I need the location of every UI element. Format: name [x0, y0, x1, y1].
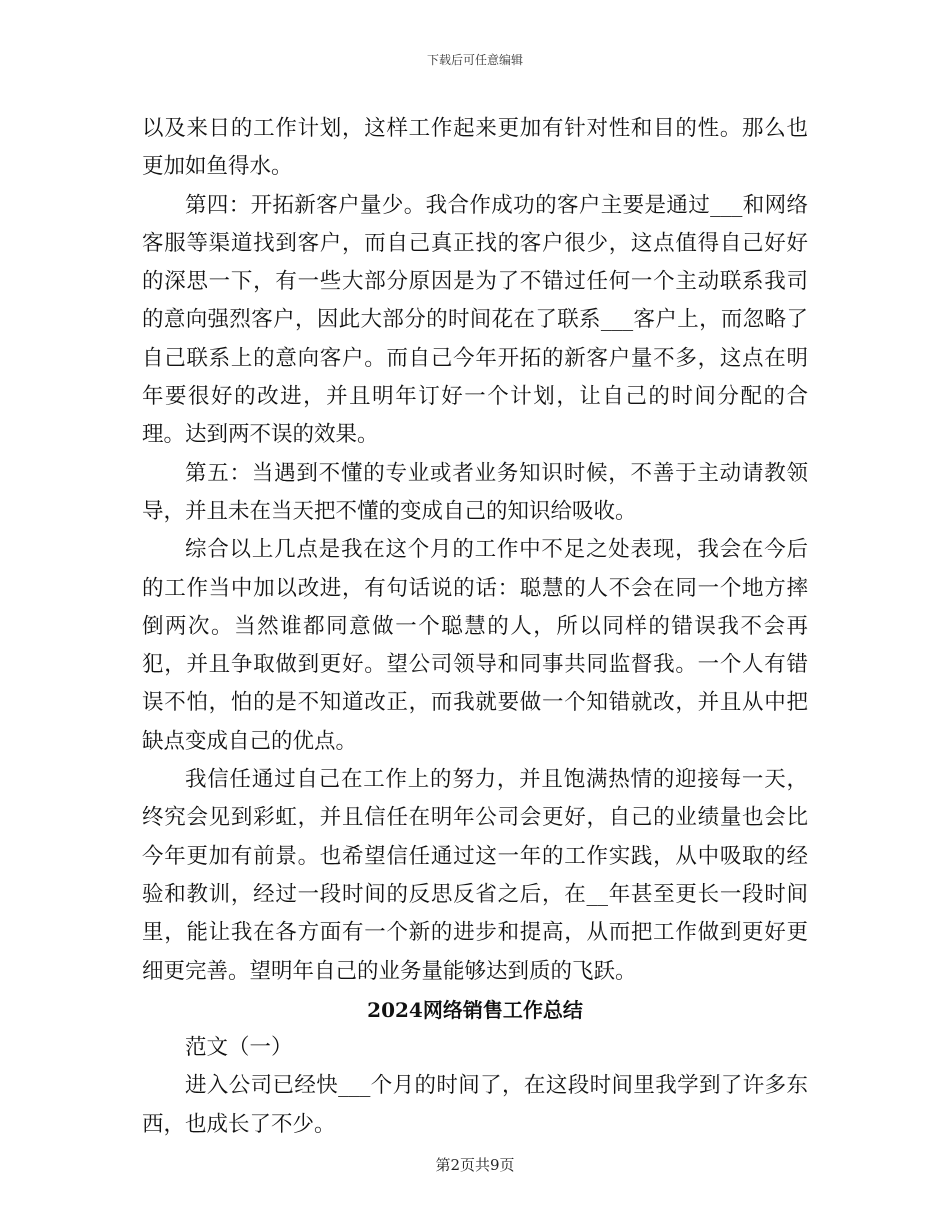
section-subtitle: 范文（一）	[185, 1035, 293, 1061]
page-number: 第2页共9页	[435, 1156, 515, 1174]
paragraph-outlook: 我信任通过自己在工作上的努力，并且饱满热情的迎接每一天，终究会见到彩虹，并且信任在明年公司会更好，自己的业绩量也会比今年更加有前景。也希望信任通过这一年的工作实践，从中吸取的经验和教训，经过一段时间的反思反省之后，在__年甚至更长一段时间里，能让我在各方面有一个新的进步和提高，从而把工作做到更好更细更完善。望明年自己的业务量能够达到质的飞跃。	[142, 767, 808, 984]
paragraph-point-five: 第五：当遇到不懂的专业或者业务知识时候，不善于主动请教领导，并且未在当天把不懂的变成自己的知识给吸收。	[142, 460, 808, 524]
document-body	[142, 110, 808, 1144]
page-header: 下载后可任意编辑	[426, 53, 523, 67]
paragraph-summary: 综合以上几点是我在这个月的工作中不足之处表现，我会在今后的工作当中加以改进，有句话说的话：聪慧的人不会在同一个地方摔倒两次。当然谁都同意做一个聪慧的人，所以同样的错误我不会再犯，并且争取做到更好。望公司领导和同事共同监督我。一个人有错误不怕，怕的是不知道改正，而我就要做一个知错就改，并且从中把缺点变成自己的优点。	[142, 537, 808, 754]
section-first-paragraph: 进入公司已经快___个月的时间了，在这段时间里我学到了许多东西，也成长了不少。	[142, 1073, 808, 1137]
section-title: 2024网络销售工作总结	[367, 997, 583, 1022]
paragraph-point-four: 第四：开拓新客户量少。我合作成功的客户主要是通过___和网络客服等渠道找到客户，而自己真正找的客户很少，这点值得自己好好的深思一下，有一些大部分原因是为了不错过任何一个主动联系我司的意向强烈客户，因此大部分的时间花在了联系___客户上，而忽略了自己联系上的意向客户。而自己今年开拓的新客户量不多，这点在明年要很好的改进，并且明年订好一个计划，让自己的时间分配的合理。达到两不误的效果。	[142, 192, 808, 448]
paragraph-continuation: 以及来日的工作计划，这样工作起来更加有针对性和目的性。那么也更加如鱼得水。	[142, 116, 808, 180]
